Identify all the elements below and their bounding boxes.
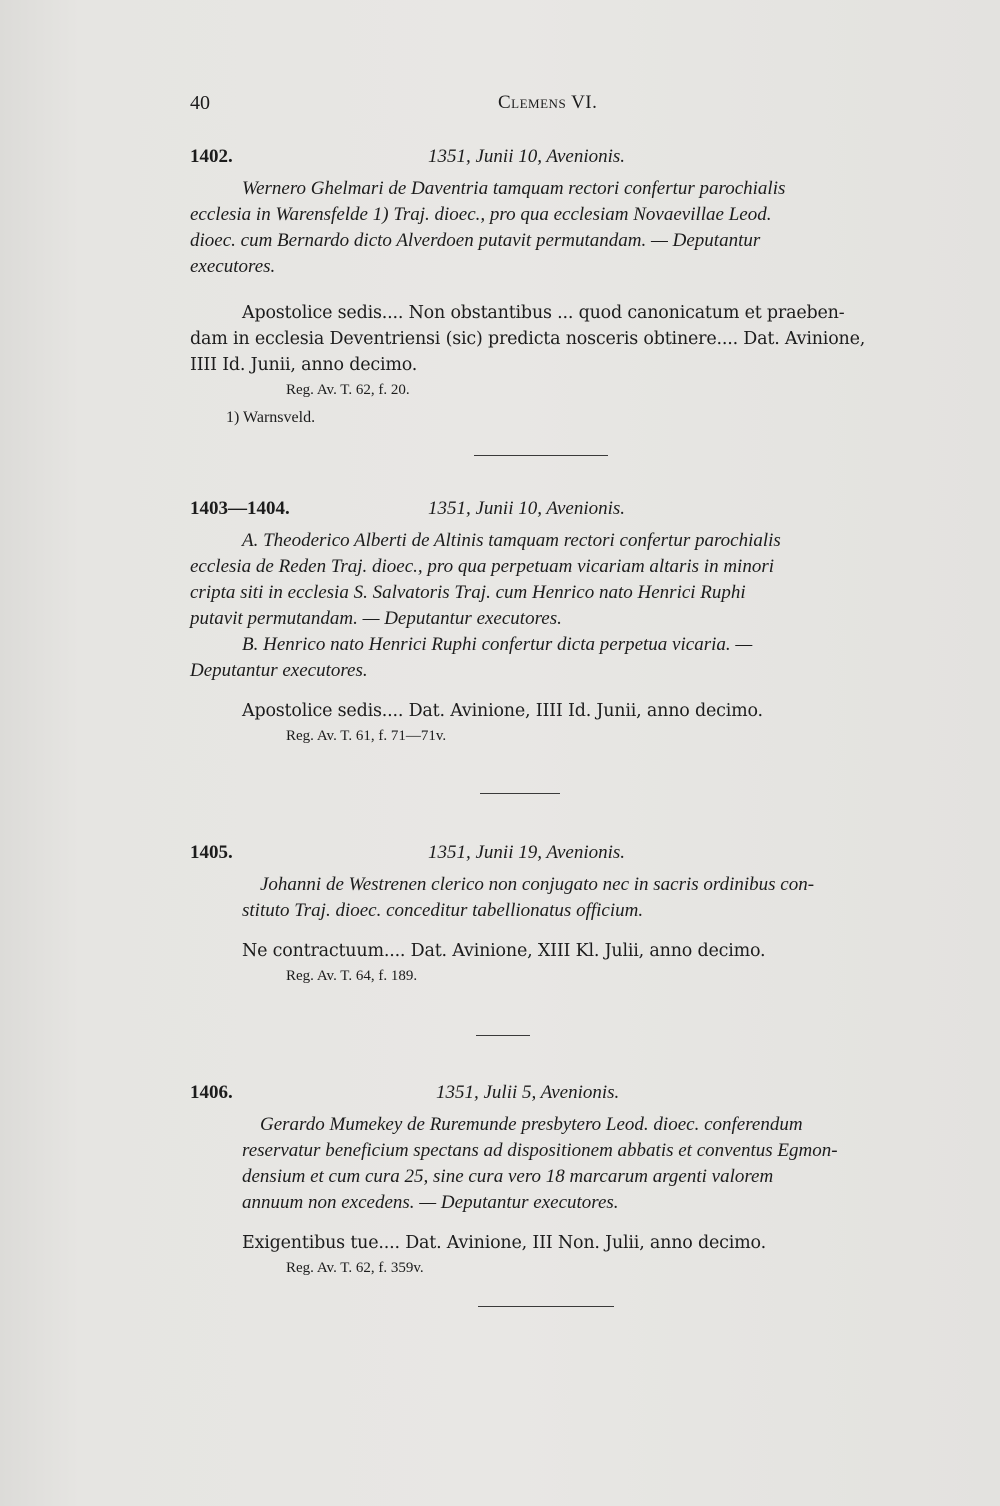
regest-line: ecclesia de Reden Traj. dioec., pro qua perpetuam vicariam altaris in minori (190, 556, 774, 577)
regest-line: Gerardo Mumekey de Ruremunde presbytero Leod. dioec. conferendum (260, 1114, 803, 1135)
body-line: Ne contractuum.... Dat. Avinione, XIII Kl. Julii, anno decimo. (242, 941, 766, 961)
entry-date: 1351, Junii 10, Avenionis. (428, 498, 626, 519)
body-line: Apostolice sedis.... Dat. Avinione, IIII Id. Junii, anno decimo. (242, 701, 763, 721)
body-line: IIII Id. Junii, anno decimo. (190, 355, 418, 375)
footnote: 1) Warnsveld. (226, 409, 316, 426)
regest-line: dioec. cum Bernardo dicto Alverdoen putavit permutandam. — Deputantur (190, 230, 761, 251)
entry-regest (190, 176, 910, 280)
entry-regest (190, 1112, 910, 1216)
regest-line: cripta siti in ecclesia S. Salvatoris Traj. cum Henrico nato Henrici Ruphi (190, 582, 746, 603)
entry-date: 1351, Julii 5, Avenionis. (436, 1082, 620, 1103)
entry-1403-1404 (190, 498, 910, 745)
regest-line: stituto Traj. dioec. conceditur tabellionatus officium. (242, 900, 644, 921)
register-reference: Reg. Av. T. 62, f. 359v. (286, 1260, 424, 1276)
regest-line: Wernero Ghelmari de Daventria tamquam rectori confertur parochialis (242, 178, 786, 199)
body-line: Exigentibus tue.... Dat. Avinione, III Non. Julii, anno decimo. (242, 1233, 766, 1253)
entry-number: 1406. (190, 1082, 233, 1103)
body-line: dam in ecclesia Deventriensi (sic) predicta nosceris obtinere.... Dat. Avinione, (190, 329, 866, 349)
separator-rule (474, 455, 608, 456)
entry-1405 (190, 842, 910, 985)
register-reference: Reg. Av. T. 61, f. 71—71v. (286, 728, 447, 744)
regest-line: Johanni de Westrenen clerico non conjugato nec in sacris ordinibus con- (260, 874, 815, 895)
separator-rule (476, 1035, 530, 1036)
separator-rule (480, 793, 560, 794)
regest-line: reservatur beneficium spectans ad dispositionem abbatis et conventus Egmon- (242, 1140, 838, 1161)
entry-1406 (190, 1082, 910, 1277)
running-title: Clemens VI. (498, 92, 598, 113)
register-reference: Reg. Av. T. 64, f. 189. (286, 968, 418, 984)
page-header (190, 92, 910, 122)
entry-body (190, 698, 910, 724)
entry-date: 1351, Junii 19, Avenionis. (428, 842, 626, 863)
body-line: Apostolice sedis.... Non obstantibus ... quod canonicatum et praeben- (242, 303, 845, 323)
regest-line: A. Theoderico Alberti de Altinis tamquam rectori confertur parochialis (242, 530, 781, 551)
entry-body (190, 938, 910, 964)
entry-body (190, 300, 910, 378)
regest-line: B. Henrico nato Henrici Ruphi confertur dicta perpetua vicaria. — (242, 634, 753, 655)
entry-number: 1405. (190, 842, 233, 863)
entry-regest (190, 872, 910, 924)
regest-line: ecclesia in Warensfelde 1) Traj. dioec., pro qua ecclesiam Novaevillae Leod. (190, 204, 772, 225)
entry-1402 (190, 146, 910, 427)
regest-line: executores. (190, 256, 276, 277)
entry-number: 1402. (190, 146, 233, 167)
entry-regest (190, 528, 910, 684)
regest-line: putavit permutandam. — Deputantur executores. (190, 608, 562, 629)
entry-body (190, 1230, 910, 1256)
regest-line: annuum non excedens. — Deputantur executores. (242, 1192, 619, 1213)
regest-line: Deputantur executores. (190, 660, 368, 681)
entry-date: 1351, Junii 10, Avenionis. (428, 146, 626, 167)
entry-number: 1403—1404. (190, 498, 290, 519)
separator-rule (478, 1306, 614, 1307)
register-reference: Reg. Av. T. 62, f. 20. (286, 382, 410, 398)
page-number: 40 (190, 92, 210, 114)
regest-line: densium et cum cura 25, sine cura vero 18 marcarum argenti valorem (242, 1166, 774, 1187)
